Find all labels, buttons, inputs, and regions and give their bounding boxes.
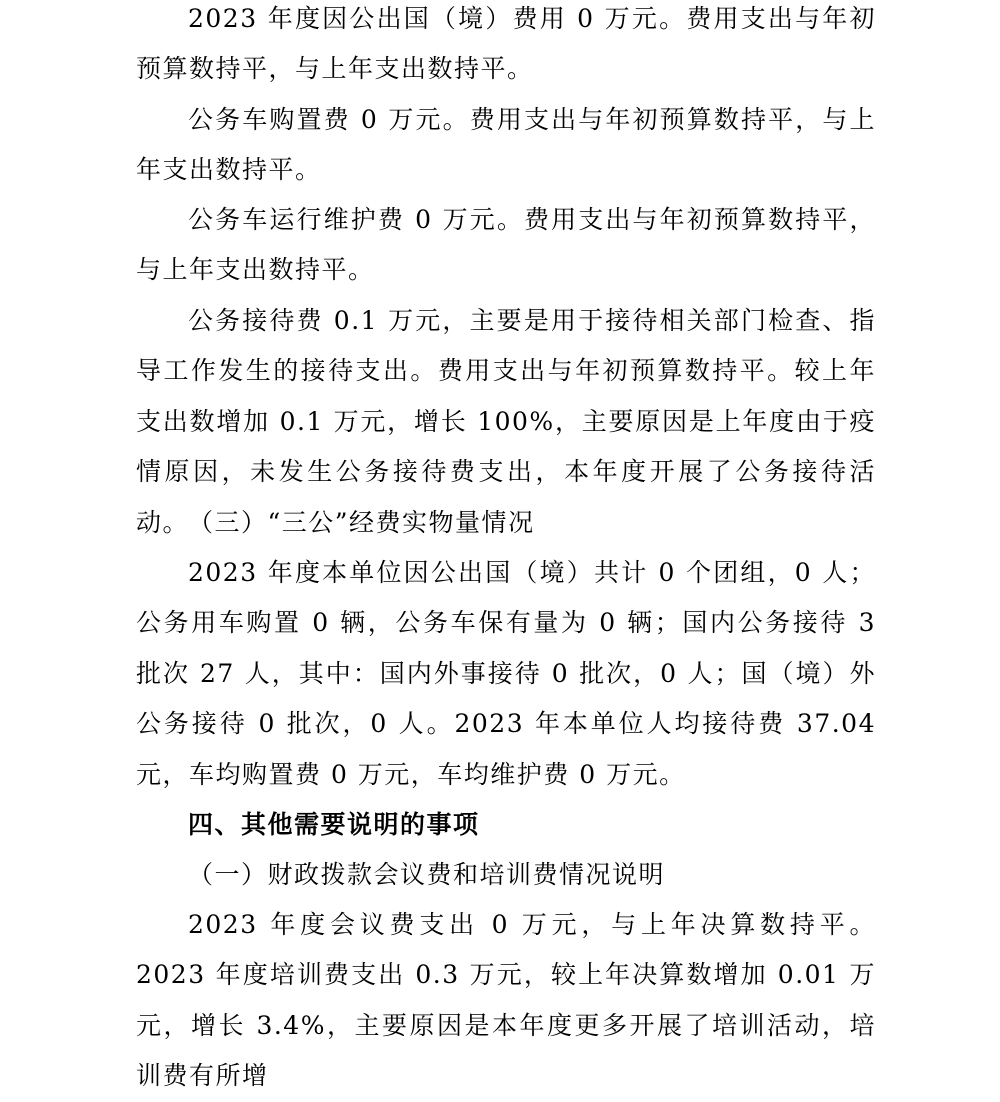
paragraph-reception-expense: 公务接待费 0.1 万元，主要是用于接待相关部门检查、指导工作发生的接待支出。费用支出与年初预算数持平。较上年支出数增加 0.1 万元，增长 100%，主要原因是上年度由于疫情原因，未发生公务接待费支出，本年度开展了公务接待活动。 — [136, 306, 876, 537]
paragraph-vehicle-maintenance: 公务车运行维护费 0 万元。费用支出与年初预算数持平，与上年支出数持平。 — [136, 205, 876, 285]
paragraph-physical-quantity: 2023 年度本单位因公出国（境）共计 0 个团组，0 人；公务用车购置 0 辆，公务车保有量为 0 辆；国内公务接待 3 批次 27 人，其中：国内外事接待 0 批次，0 人；国（境）外公务接待 0 批次，0 人。2023 年本单位人均接待费 37.04 元，车均购置费 0 万元，车均维护费 0 万元。 — [136, 558, 876, 789]
paragraph-overseas-travel: 2023 年度因公出国（境）费用 0 万元。费用支出与年初预算数持平，与上年支出数持平。 — [136, 4, 876, 84]
section-heading-physical-quantity: （三）“三公”经费实物量情况 — [188, 508, 535, 537]
paragraph-vehicle-purchase: 公务车购置费 0 万元。费用支出与年初预算数持平，与上年支出数持平。 — [136, 105, 876, 185]
section-heading-meeting-training: （一）财政拨款会议费和培训费情况说明 — [188, 860, 666, 889]
section-heading-other-matters: 四、其他需要说明的事项 — [188, 810, 480, 839]
paragraph-meeting-training: 2023 年度会议费支出 0 万元，与上年决算数持平。2023 年度培训费支出 0.3 万元，较上年决算数增加 0.01 万元，增长 3.4%，主要原因是本年度更多开展了培训活动，培训费有所增 — [136, 910, 876, 1091]
